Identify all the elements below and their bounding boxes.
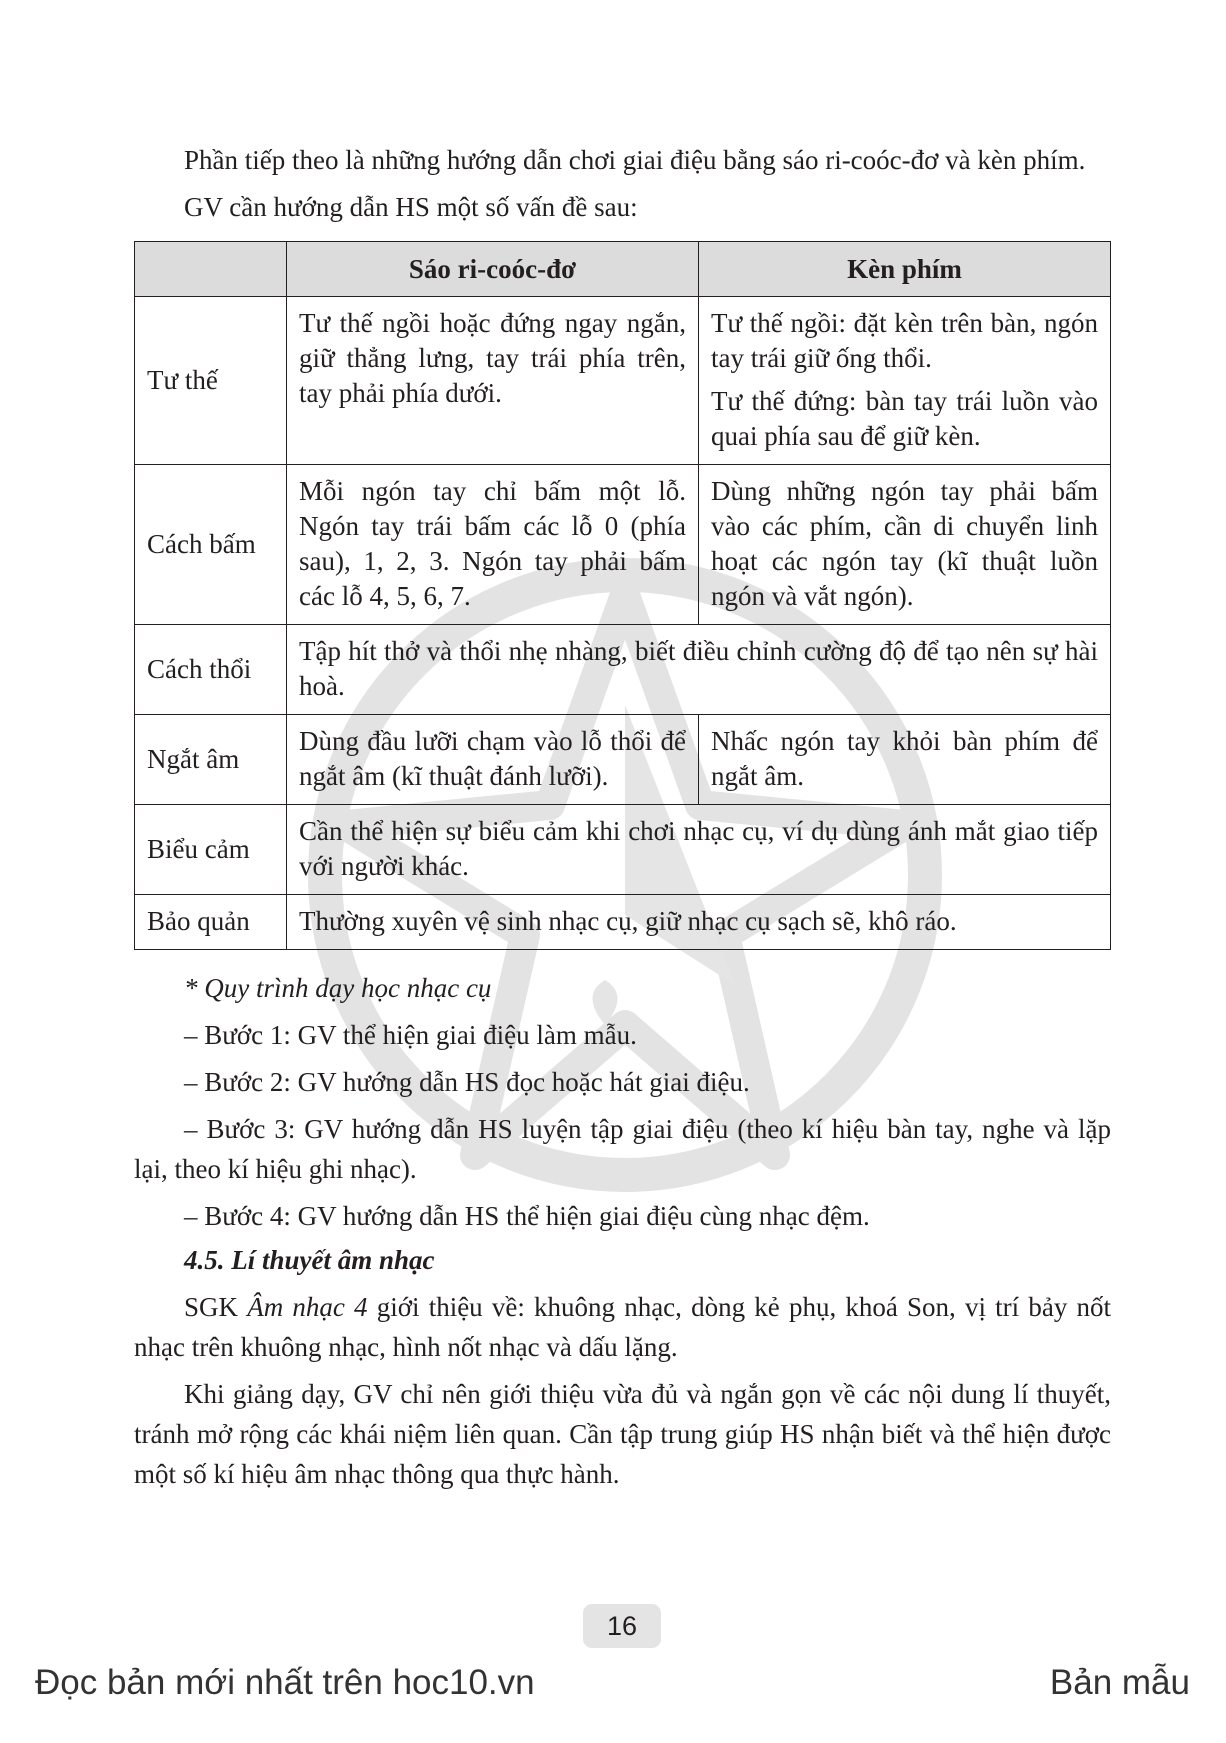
cell-text: Tập hít thở và thổi nhẹ nhàng, biết điều chỉnh cường độ để tạo nên sự hài hoà. [299,636,1098,701]
cell-text: Cần thể hiện sự biểu cảm khi chơi nhạc cụ, ví dụ dùng ánh mắt giao tiếp với người khác. [299,816,1098,881]
row-label: Cách thổi [135,625,287,715]
table-row [135,895,1111,950]
merged-cell [287,895,1111,950]
keyboard-cell [699,715,1111,805]
section-paragraph: Khi giảng dạy, GV chỉ nên giới thiệu vừa đủ và ngắn gọn về các nội dung lí thuyết, tránh mở rộng các khái niệm liên quan. Cần tập trung giúp HS nhận biết và thể hiện được một số kí hiệu âm nhạc thông qua thực hành. [134,1379,1111,1489]
table-header-row [135,242,1111,297]
cell-text: Thường xuyên vệ sinh nhạc cụ, giữ nhạc cụ sạch sẽ, khô ráo. [299,906,957,936]
table-header-recorder: Sáo ri-coóc-đơ [287,242,699,297]
cell-text: Mỗi ngón tay chỉ bấm một lỗ. Ngón tay trái bấm các lỗ 0 (phía sau), 1, 2, 3. Ngón tay phải bấm các lỗ 4, 5, 6, 7. [299,476,686,611]
row-label: Tư thế [135,297,287,465]
row-label: Bảo quản [135,895,287,950]
recorder-cell [287,465,699,625]
row-label: Biểu cảm [135,805,287,895]
footer-sample-label: Bản mẫu [1049,1663,1190,1702]
cell-text: Tư thế ngồi hoặc đứng ngay ngắn, giữ thẳng lưng, tay trái phía trên, tay phải phía dưới. [299,308,686,408]
section-paragraph [134,1287,1111,1367]
intro-instruction: GV cần hướng dẫn HS một số vấn đề sau: [184,192,638,222]
text-segment: SGK [184,1292,248,1322]
merged-cell [287,805,1111,895]
page-content [134,140,1111,1494]
instrument-guide-table [134,241,1111,950]
process-step: – Bước 3: GV hướng dẫn HS luyện tập giai điệu (theo kí hiệu bàn tay, nghe và lặp lại, theo kí hiệu ghi nhạc). [134,1114,1111,1184]
keyboard-cell [699,297,1111,465]
text-segment: giới thiệu về: khuông nhạc, dòng kẻ phụ, khoá Son, vị trí bảy nốt nhạc trên khuông nhạc, hình nốt nhạc và dấu lặng. [134,1292,1112,1362]
footer-link-text[interactable]: Đọc bản mới nhất trên hoc10.vn [35,1663,535,1702]
row-label: Cách bấm [135,465,287,625]
keyboard-cell [699,465,1111,625]
process-title: * Quy trình dạy học nhạc cụ [184,973,492,1003]
intro-paragraph: Phần tiếp theo là những hướng dẫn chơi giai điệu bằng sáo ri-coóc-đơ và kèn phím. [184,145,1086,175]
table-header-empty [135,242,287,297]
cell-text: Nhấc ngón tay khỏi bàn phím để ngắt âm. [711,726,1098,791]
table-row [135,715,1111,805]
cell-text: Tư thế ngồi: đặt kèn trên bàn, ngón tay trái giữ ống thổi. [711,308,1098,373]
book-title: Âm nhạc 4 [247,1292,368,1322]
cell-text: Tư thế đứng: bàn tay trái luồn vào quai phía sau để giữ kèn. [711,386,1098,451]
cell-text: Dùng những ngón tay phải bấm vào các phím, cần di chuyển linh hoạt các ngón tay (kĩ thuật luồn ngón và vắt ngón). [711,476,1098,611]
recorder-cell [287,297,699,465]
row-label: Ngắt âm [135,715,287,805]
merged-cell [287,625,1111,715]
process-step: – Bước 4: GV hướng dẫn HS thể hiện giai điệu cùng nhạc đệm. [184,1201,870,1231]
process-step: – Bước 2: GV hướng dẫn HS đọc hoặc hát giai điệu. [184,1067,750,1097]
table-row [135,805,1111,895]
recorder-cell [287,715,699,805]
process-step: – Bước 1: GV thể hiện giai điệu làm mẫu. [184,1020,637,1050]
table-row [135,297,1111,465]
cell-text: Dùng đầu lưỡi chạm vào lỗ thổi để ngắt âm (kĩ thuật đánh lưỡi). [299,726,686,791]
table-header-keyboard: Kèn phím [699,242,1111,297]
page-number: 16 [583,1604,661,1648]
section-heading: 4.5. Lí thuyết âm nhạc [184,1245,435,1275]
table-row [135,625,1111,715]
table-row [135,465,1111,625]
